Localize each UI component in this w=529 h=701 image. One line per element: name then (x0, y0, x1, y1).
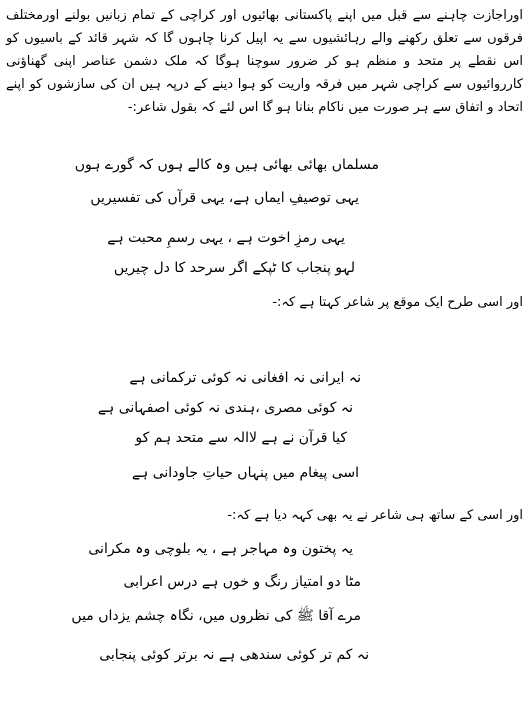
poem3-line-4: نہ کم تر کوئی سندھی ہے نہ برتر کوئی پنجابی (99, 647, 369, 663)
poem2-line-1: نہ ایرانی نہ افغانی نہ کوئی ترکمانی ہے (129, 370, 361, 386)
poem2-line-3: کیا قرآن نے ہے لاالہ سے متحد ہم کو (135, 430, 347, 446)
poem1-line-1: مسلماں بھائی بھائی ہیں وہ کالے ہوں کہ گورے ہوں (74, 157, 379, 173)
poem1-line-2: یہی توصیفِ ایماں ہے، یہی قرآں کی تفسیریں (90, 190, 359, 206)
poem2-line-2: نہ کوئی مصری ،ہندی نہ کوئی اصفہانی ہے (97, 400, 353, 416)
intro-paragraph: اوراجازت چاہنے سے قبل میں اپنے پاکستانی بھائیوں اور کراچی کے تمام زبانیں بولنے اورمختلف فرقوں سے تعلق رکھنے والے رہائشیوں سے یہ اپیل کرنا چاہوں گا کہ شہر قائد کے باسیوں کو اس نقطے پر متحد و منظم ہو کر ضرور سوچنا ہوگا کہ ملک دشمن عناصر اپنی گھناؤنی کارروائیوں سے کراچی شہر میں فرقہ واریت کو ہوا دینے کے درپہ ہیں ان کی سازشوں کو اپنے اتحاد و اتفاق سے ہر صورت میں ناکام بنانا ہو گا اس لئے کہ بقول شاعر:- (6, 8, 523, 115)
poem3-line-2: مٹا دو امتیاز رنگ و خوں ہے درس اعرابی (123, 574, 361, 590)
poem1-line-3: یہی رمزِ اخوت ہے ، یہی رسمِ محبت ہے (107, 230, 345, 246)
poem3-line-1: یہ پختون وہ مہاجر ہے ، یہ بلوچی وہ مکرانی (88, 541, 353, 557)
transition-line-2: اور اسی کے ساتھ ہی شاعر نے یہ بھی کہہ دیا ہے کہ:- (227, 508, 523, 523)
transition-line-1: اور اسی طرح ایک موقع پر شاعر کہتا ہے کہ:- (272, 295, 523, 310)
poem3-line-3: مرے آقا ﷺ کی نظروں میں، نگاہ چشم یزداں میں (71, 608, 361, 624)
poem2-line-4: اسی پیغام میں پنہاں حیاتِ جاودانی ہے (131, 465, 359, 481)
poem1-line-4: لہو پنجاب کا ٹپکے اگر سرحد کا دل چیریں (113, 260, 355, 276)
